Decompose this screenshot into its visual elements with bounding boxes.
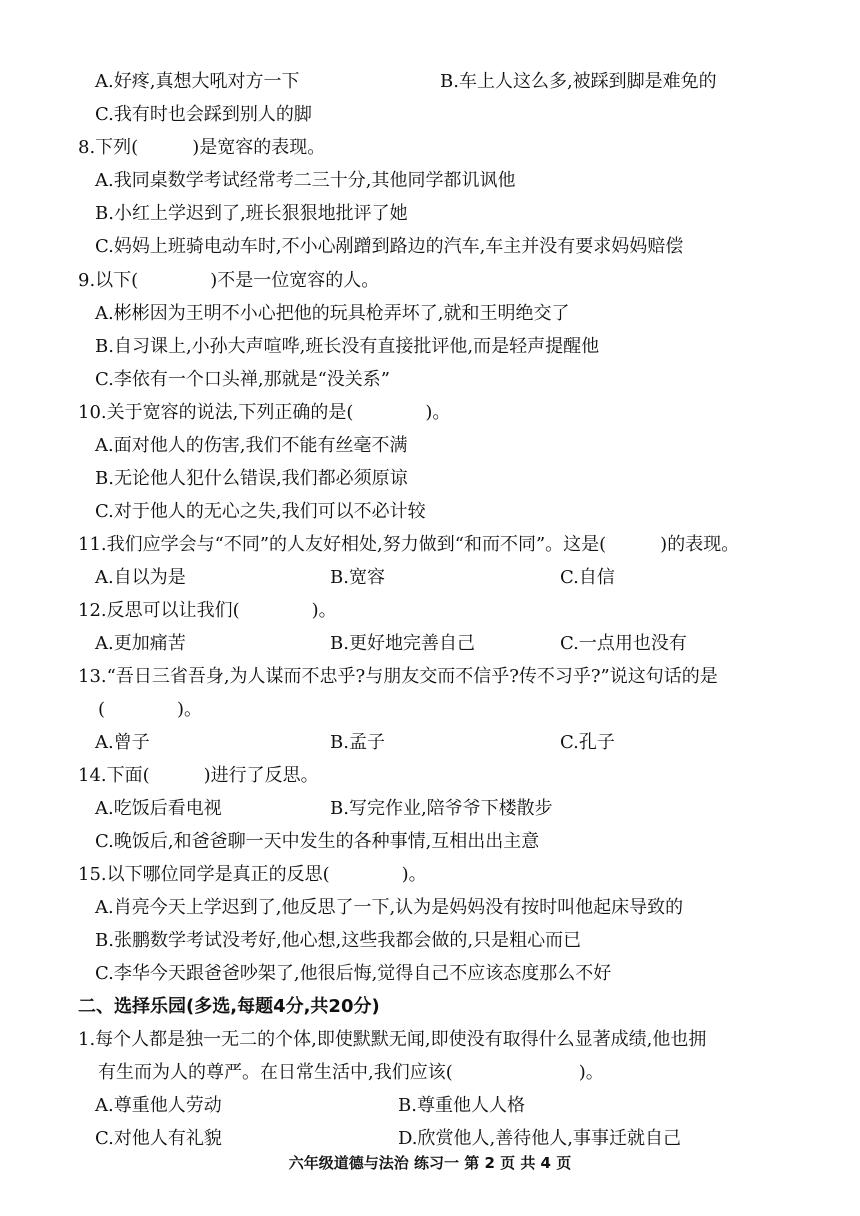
q14-option-c: C.晚饭后,和爸爸聊一天中发生的各种事情,互相出出主意	[95, 831, 540, 852]
q10-stem: 10.关于宽容的说法,下列正确的是( )。	[78, 402, 451, 423]
s2-q1-option-c: C.对他人有礼貌	[95, 1128, 222, 1149]
q14-option-a: A.吃饭后看电视	[95, 798, 222, 819]
q12-option-b: B.更好地完善自己	[330, 633, 475, 654]
q8-option-b: B.小红上学迟到了,班长狠狠地批评了她	[95, 203, 408, 224]
q15-option-b: B.张鹏数学考试没考好,他心想,这些我都会做的,只是粗心而已	[95, 930, 582, 951]
s2-q1-option-d: D.欣赏他人,善待他人,事事迁就自己	[398, 1128, 681, 1149]
q13-stem-continued: ( )。	[98, 699, 203, 720]
q12-option-c: C.一点用也没有	[560, 633, 687, 654]
q13-stem: 13.“吾日三省吾身,为人谋而不忠乎?与朋友交而不信乎?传不习乎?”说这句话的是	[78, 666, 718, 687]
q13-option-b: B.孟子	[330, 732, 385, 753]
q11-option-c: C.自信	[560, 567, 615, 588]
q8-option-c: C.妈妈上班骑电动车时,不小心剐蹭到路边的汽车,车主并没有要求妈妈赔偿	[95, 236, 684, 257]
q9-stem: 9.以下( )不是一位宽容的人。	[78, 270, 380, 291]
q10-option-b: B.无论他人犯什么错误,我们都必须原谅	[95, 468, 408, 489]
q7-option-b: B.车上人这么多,被踩到脚是难免的	[440, 71, 717, 92]
q10-option-a: A.面对他人的伤害,我们不能有丝毫不满	[95, 435, 408, 456]
q15-stem: 15.以下哪位同学是真正的反思( )。	[78, 864, 427, 885]
s2-q1-stem-continued: 有生而为人的尊严。在日常生活中,我们应该( )。	[98, 1062, 604, 1083]
page-footer: 六年级道德与法治 练习一 第 2 页 共 4 页	[288, 1154, 572, 1172]
q10-option-c: C.对于他人的无心之失,我们可以不必计较	[95, 501, 426, 522]
q15-option-a: A.肖亮今天上学迟到了,他反思了一下,认为是妈妈没有按时叫他起床导致的	[95, 897, 684, 918]
q13-option-c: C.孔子	[560, 732, 615, 753]
q12-stem: 12.反思可以让我们( )。	[78, 600, 337, 621]
q14-stem: 14.下面( )进行了反思。	[78, 765, 319, 786]
q12-option-a: A.更加痛苦	[95, 633, 186, 654]
q15-option-c: C.李华今天跟爸爸吵架了,他很后悔,觉得自己不应该态度那么不好	[95, 963, 612, 984]
q11-option-b: B.宽容	[330, 567, 385, 588]
s2-q1-option-b: B.尊重他人人格	[398, 1095, 525, 1116]
q9-option-b: B.自习课上,小孙大声喧哗,班长没有直接批评他,而是轻声提醒他	[95, 336, 600, 357]
q13-option-a: A.曾子	[95, 732, 150, 753]
q7-option-a: A.好疼,真想大吼对方一下	[95, 71, 300, 92]
q9-option-a: A.彬彬因为王明不小心把他的玩具枪弄坏了,就和王明绝交了	[95, 303, 570, 324]
q14-option-b: B.写完作业,陪爷爷下楼散步	[330, 798, 553, 819]
q9-option-c: C.李依有一个口头禅,那就是“没关系”	[95, 369, 390, 390]
s2-q1-option-a: A.尊重他人劳动	[95, 1095, 222, 1116]
q8-stem: 8.下列( )是宽容的表现。	[78, 137, 326, 158]
s2-q1-stem: 1.每个人都是独一无二的个体,即使默默无闻,即使没有取得什么显著成绩,他也拥	[78, 1029, 707, 1050]
q11-stem: 11.我们应学会与“不同”的人友好相处,努力做到“和而不同”。这是( )的表现。	[78, 534, 740, 555]
q8-option-a: A.我同桌数学考试经常考二三十分,其他同学都讥讽他	[95, 170, 516, 191]
section-2-heading: 二、选择乐园(多选,每题4分,共20分)	[78, 996, 380, 1017]
q11-option-a: A.自以为是	[95, 567, 186, 588]
q7-option-c: C.我有时也会踩到别人的脚	[95, 104, 312, 125]
